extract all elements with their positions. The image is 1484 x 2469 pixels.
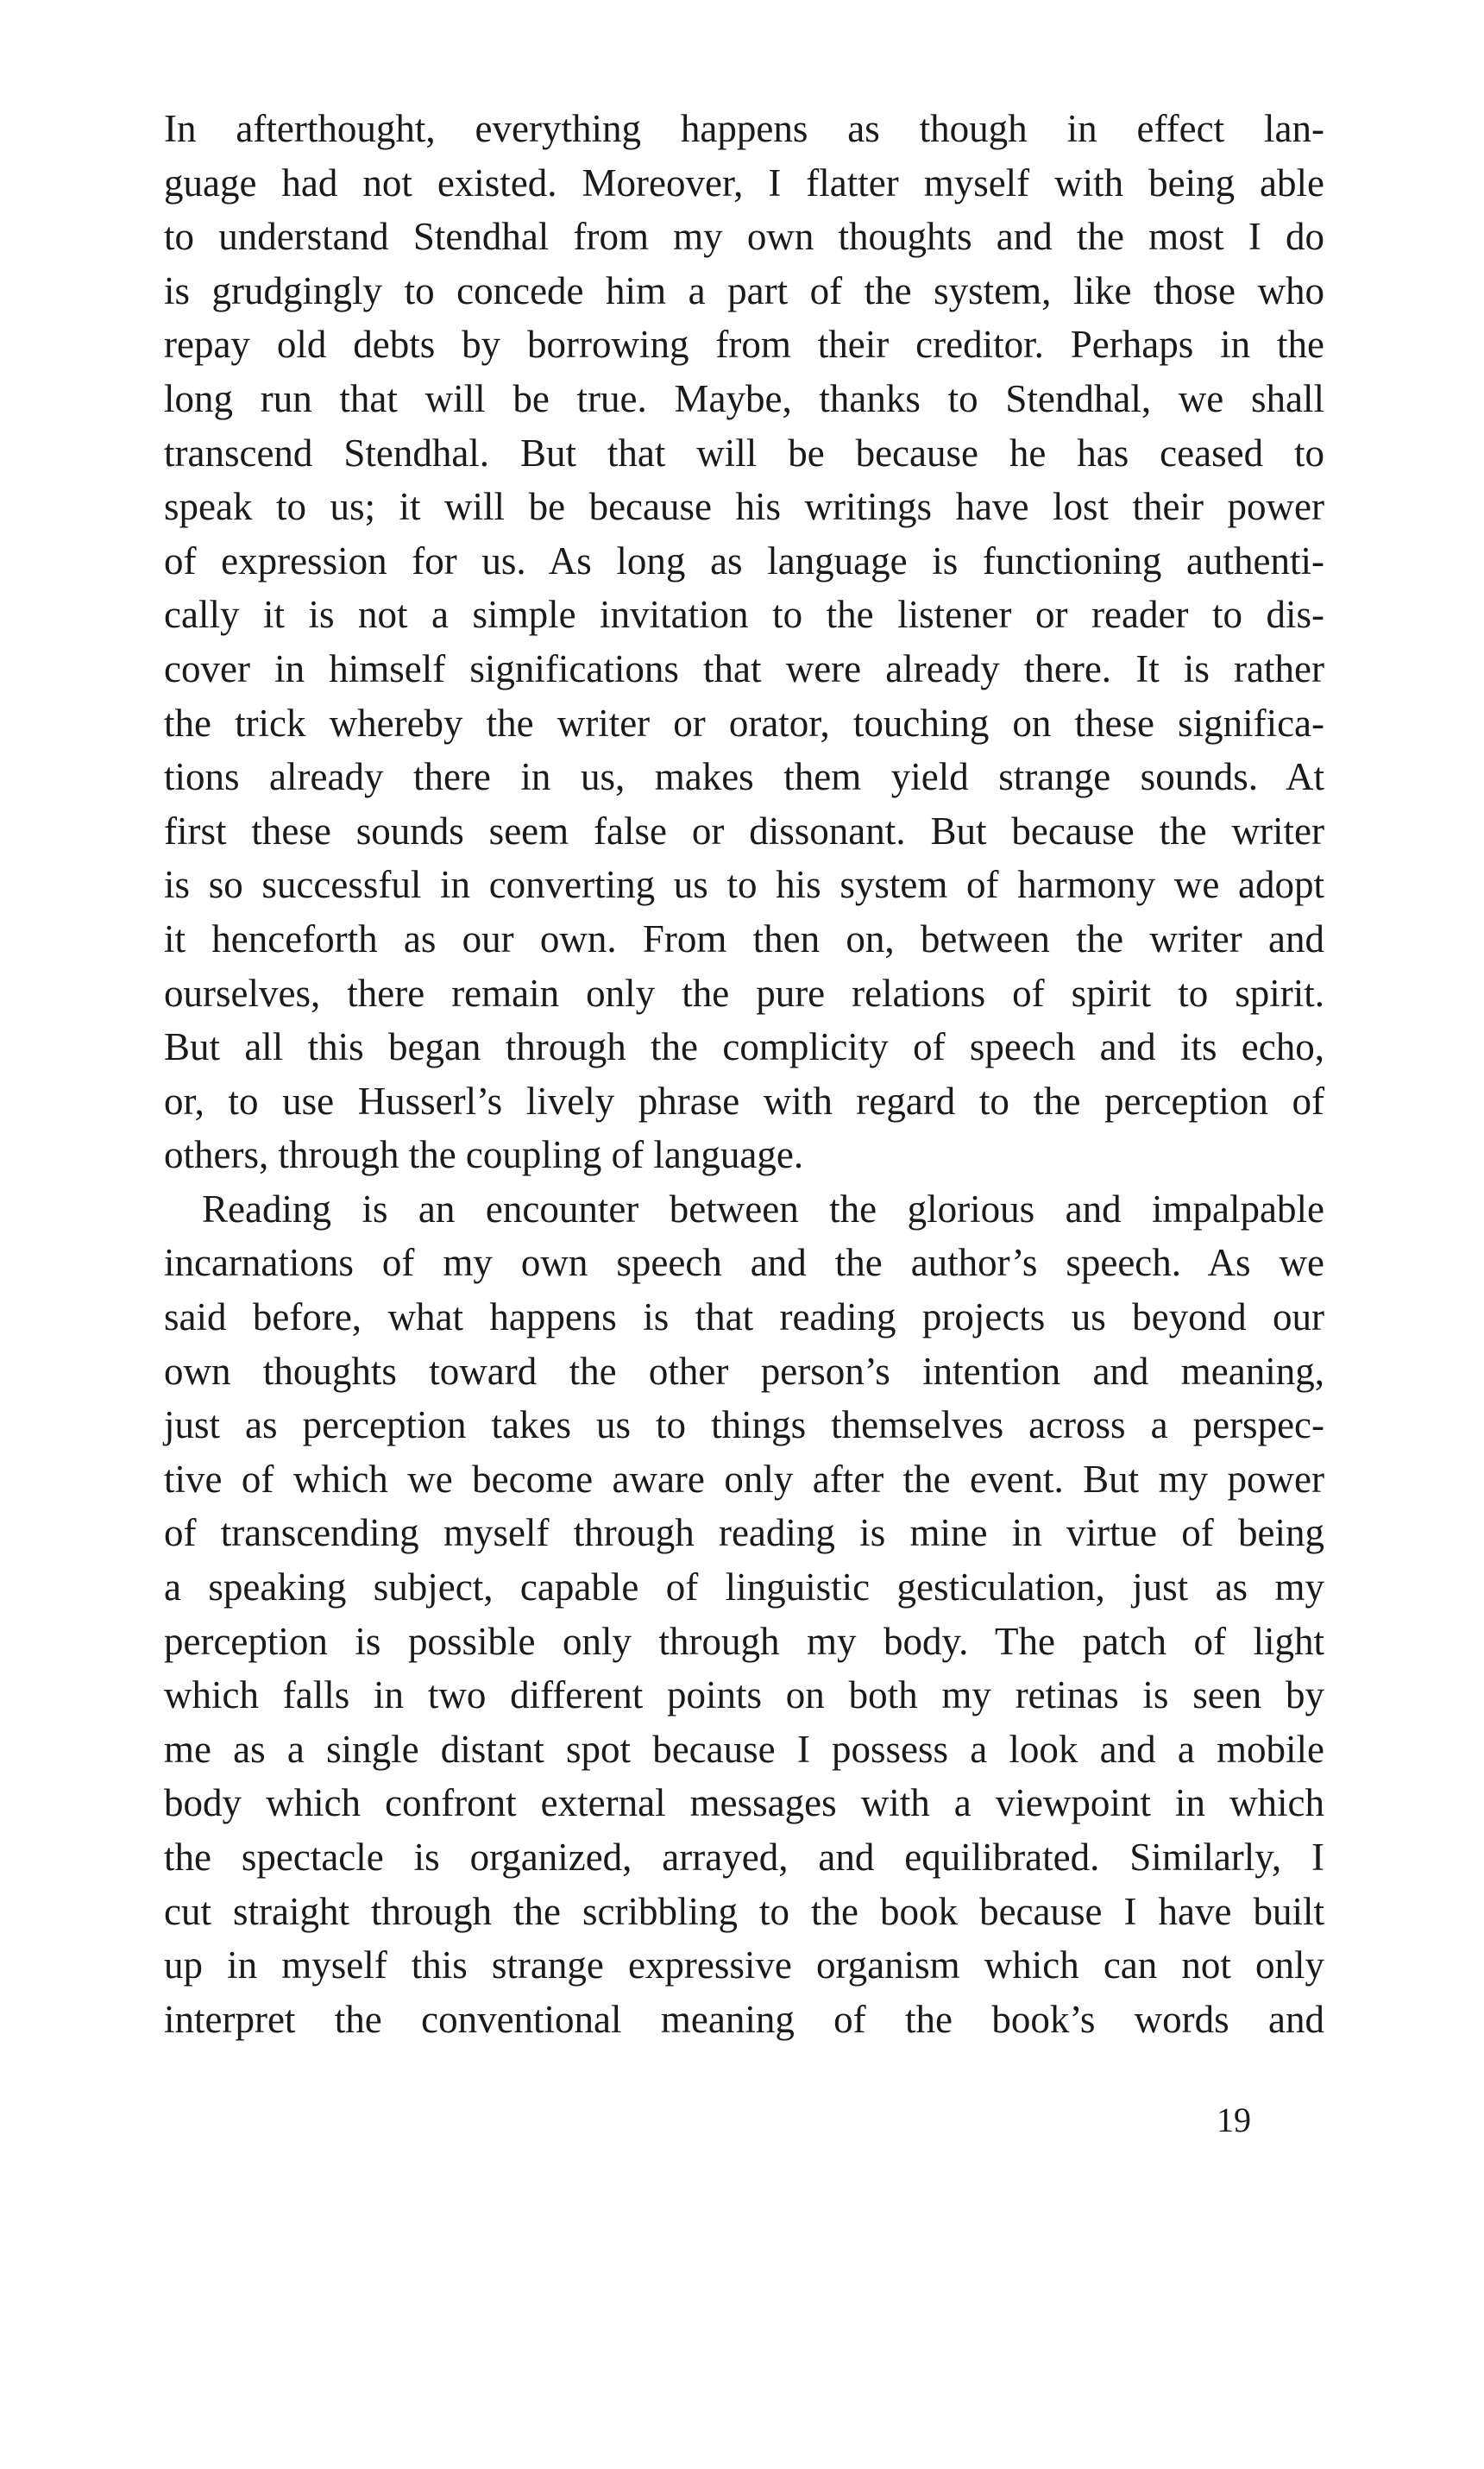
text-line: transcend Stendhal. But that will be because he has ceased to xyxy=(164,431,1324,475)
text-line: to understand Stendhal from my own thoughts and the most I do xyxy=(164,215,1324,259)
text-line: just as perception takes us to things themselves across a perspec- xyxy=(164,1403,1324,1447)
text-line: perception is possible only through my body. The patch of light xyxy=(164,1619,1324,1663)
page-number: 19 xyxy=(1217,2101,1251,2139)
text-line: tions already there in us, makes them yield strange sounds. At xyxy=(164,755,1324,799)
text-line: body which confront external messages with a viewpoint in which xyxy=(164,1781,1324,1825)
text-line: cut straight through the scribbling to the book because I have built xyxy=(164,1889,1324,1933)
text-line: it henceforth as our own. From then on, between the writer and xyxy=(164,916,1324,961)
paragraph-1 xyxy=(164,102,1324,1182)
text-line: is grudgingly to concede him a part of the system, like those who xyxy=(164,268,1324,312)
text-line: Reading is an encounter between the glorious and impalpable xyxy=(202,1187,1324,1231)
paragraph-2 xyxy=(164,1182,1324,2047)
text-line: the trick whereby the writer or orator, touching on these significa- xyxy=(164,701,1324,745)
body-text xyxy=(164,102,1324,2046)
text-line: of transcending myself through reading is mine in virtue of being xyxy=(164,1511,1324,1555)
text-line: own thoughts toward the other person’s intention and meaning, xyxy=(164,1349,1324,1393)
text-line: In afterthought, everything happens as though in effect lan- xyxy=(164,107,1324,150)
text-line: which falls in two different points on both my retinas is seen by xyxy=(164,1673,1324,1717)
text-line: said before, what happens is that reading projects us beyond our xyxy=(164,1295,1324,1339)
text-line: me as a single distant spot because I possess a look and a mobile xyxy=(164,1727,1324,1771)
text-line: incarnations of my own speech and the author’s speech. As we xyxy=(164,1241,1324,1285)
text-line: guage had not existed. Moreover, I flatter myself with being able xyxy=(164,161,1324,205)
text-line: or, to use Husserl’s lively phrase with regard to the perception of xyxy=(164,1079,1324,1123)
text-line: tive of which we become aware only after the event. But my power xyxy=(164,1457,1324,1501)
text-line: long run that will be true. Maybe, thanks to Stendhal, we shall xyxy=(164,376,1324,420)
text-line: repay old debts by borrowing from their creditor. Perhaps in the xyxy=(164,323,1324,367)
text-line: the spectacle is organized, arrayed, and equilibrated. Similarly, I xyxy=(164,1836,1324,1879)
text-line: But all this began through the complicity of speech and its echo, xyxy=(164,1025,1324,1069)
text-line: of expression for us. As long as language is functioning authenti- xyxy=(164,539,1324,583)
text-line: interpret the conventional meaning of the book’s words and xyxy=(164,1997,1324,2041)
text-line: is so successful in converting us to his system of harmony we adopt xyxy=(164,863,1324,907)
text-line: ourselves, there remain only the pure relations of spirit to spirit. xyxy=(164,971,1324,1015)
text-line: others, through the coupling of language. xyxy=(164,1133,804,1177)
text-line: speak to us; it will be because his writings have lost their power xyxy=(164,485,1324,529)
text-line: cally it is not a simple invitation to the listener or reader to dis- xyxy=(164,593,1324,637)
text-line: up in myself this strange expressive organism which can not only xyxy=(164,1943,1324,1987)
text-line: a speaking subject, capable of linguistic gesticulation, just as my xyxy=(164,1565,1324,1609)
text-line: cover in himself significations that were already there. It is rather xyxy=(164,646,1324,690)
text-line: first these sounds seem false or dissonant. But because the writer xyxy=(164,809,1324,853)
